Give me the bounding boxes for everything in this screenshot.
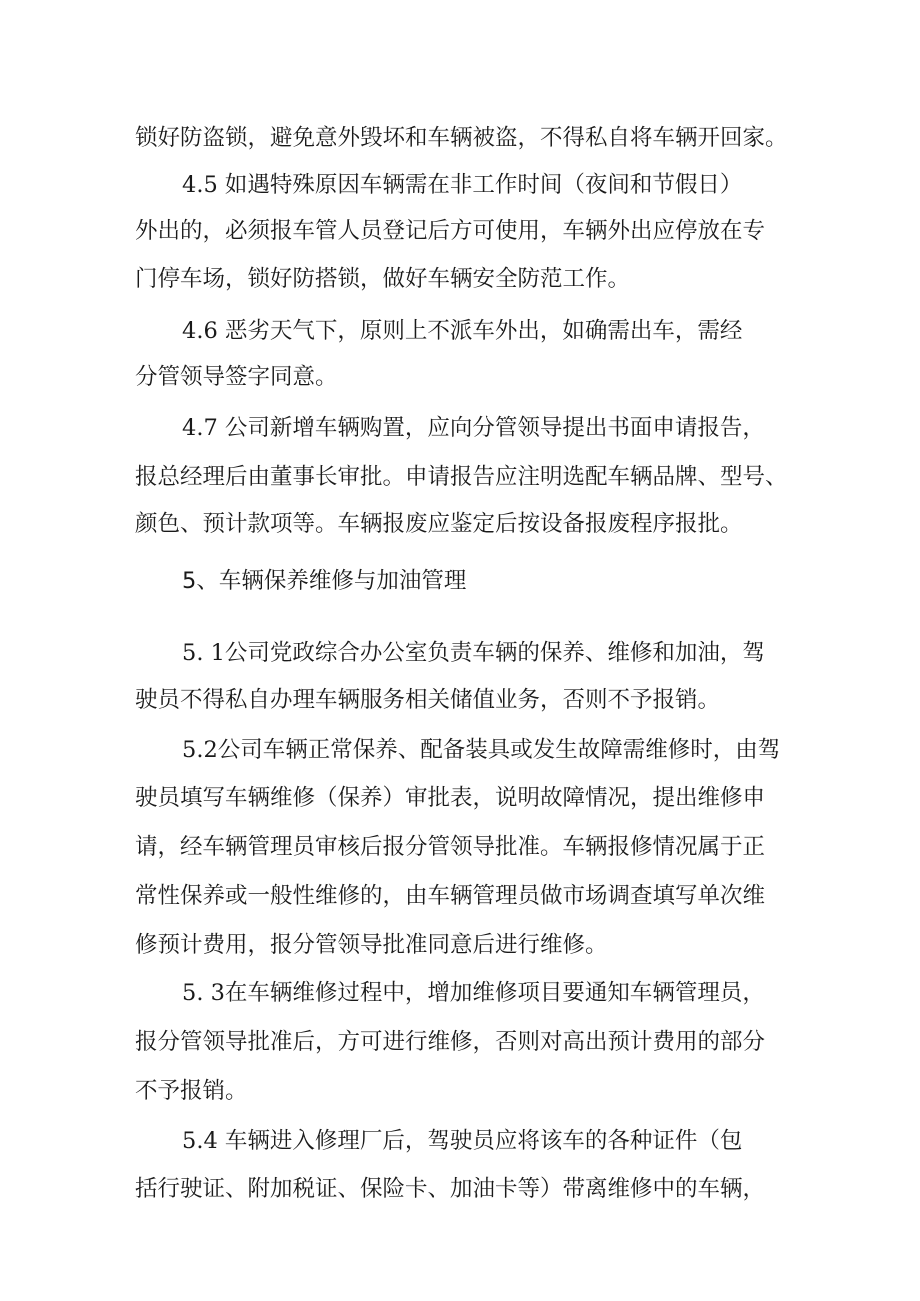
line-text: 4.5 如遇特殊原因车辆需在非工作时间（夜间和节假日） [182, 172, 743, 198]
text-line [0, 973, 920, 1013]
line-text: 报总经理后由董事长审批。申请报告应注明选配车辆品牌、型号、 [135, 464, 788, 490]
text-line [0, 408, 920, 448]
text-line [0, 876, 920, 916]
text-line [0, 633, 920, 673]
text-line [0, 211, 920, 251]
text-line [0, 778, 920, 818]
text-line [0, 457, 920, 497]
line-text: 不予报销。 [135, 1078, 248, 1104]
line-text: 修预计费用，报分管领导批准同意后进行维修。 [135, 932, 608, 958]
text-line [0, 827, 920, 867]
text-line [0, 730, 920, 770]
text-line [0, 311, 920, 351]
text-line [0, 1022, 920, 1062]
line-text: 锁好防盗锁，避免意外毁坏和车辆被盗，不得私自将车辆开回家。 [135, 125, 788, 151]
line-text: 5.4 车辆进入修理厂后，驾驶员应将该车的各种证件（包 [182, 1128, 743, 1154]
text-line [0, 165, 920, 205]
line-text: 括行驶证、附加税证、保险卡、加油卡等）带离维修中的车辆， [135, 1176, 766, 1202]
section-heading [0, 561, 920, 601]
text-line [0, 1071, 920, 1111]
text-line [0, 504, 920, 544]
line-text: 驶员填写车辆维修（保养）审批表，说明故障情况，提出维修申 [135, 785, 766, 811]
line-text: 外出的，必须报车管人员登记后方可使用，车辆外出应停放在专 [135, 218, 766, 244]
line-text: 报分管领导批准后，方可进行维修，否则对高出预计费用的部分 [135, 1029, 766, 1055]
line-text: 常性保养或一般性维修的，由车辆管理员做市场调查填写单次维 [135, 883, 766, 909]
text-line [0, 925, 920, 965]
line-text: 颜色、预计款项等。车辆报废应鉴定后按设备报废程序报批。 [135, 511, 743, 537]
line-text: 5. 3在车辆维修过程中，增加维修项目要通知车辆管理员， [182, 980, 765, 1006]
line-text: 分管领导签字同意。 [135, 364, 338, 390]
text-line [0, 259, 920, 299]
section-heading-text: 5、车辆保养维修与加油管理 [182, 568, 467, 594]
text-line [0, 680, 920, 720]
line-text: 请，经车辆管理员审核后报分管领导批准。车辆报修情况属于正 [135, 834, 766, 860]
line-text: 门停车场，锁好防搭锁，做好车辆安全防范工作。 [135, 266, 631, 292]
text-line [0, 118, 920, 158]
line-text: 5. 1公司党政综合办公室负责车辆的保养、维修和加油，驾 [182, 640, 765, 666]
line-text: 5.2公司车辆正常保养、配备装具或发生故障需维修时，由驾 [182, 737, 781, 763]
text-line [0, 357, 920, 397]
line-text: 驶员不得私自办理车辆服务相关储值业务，否则不予报销。 [135, 687, 721, 713]
text-line [0, 1169, 920, 1209]
line-text: 4.6 恶劣天气下，原则上不派车外出，如确需出车，需经 [182, 318, 743, 344]
line-text: 4.7 公司新增车辆购置，应向分管领导提出书面申请报告， [182, 415, 765, 441]
text-line [0, 1121, 920, 1161]
